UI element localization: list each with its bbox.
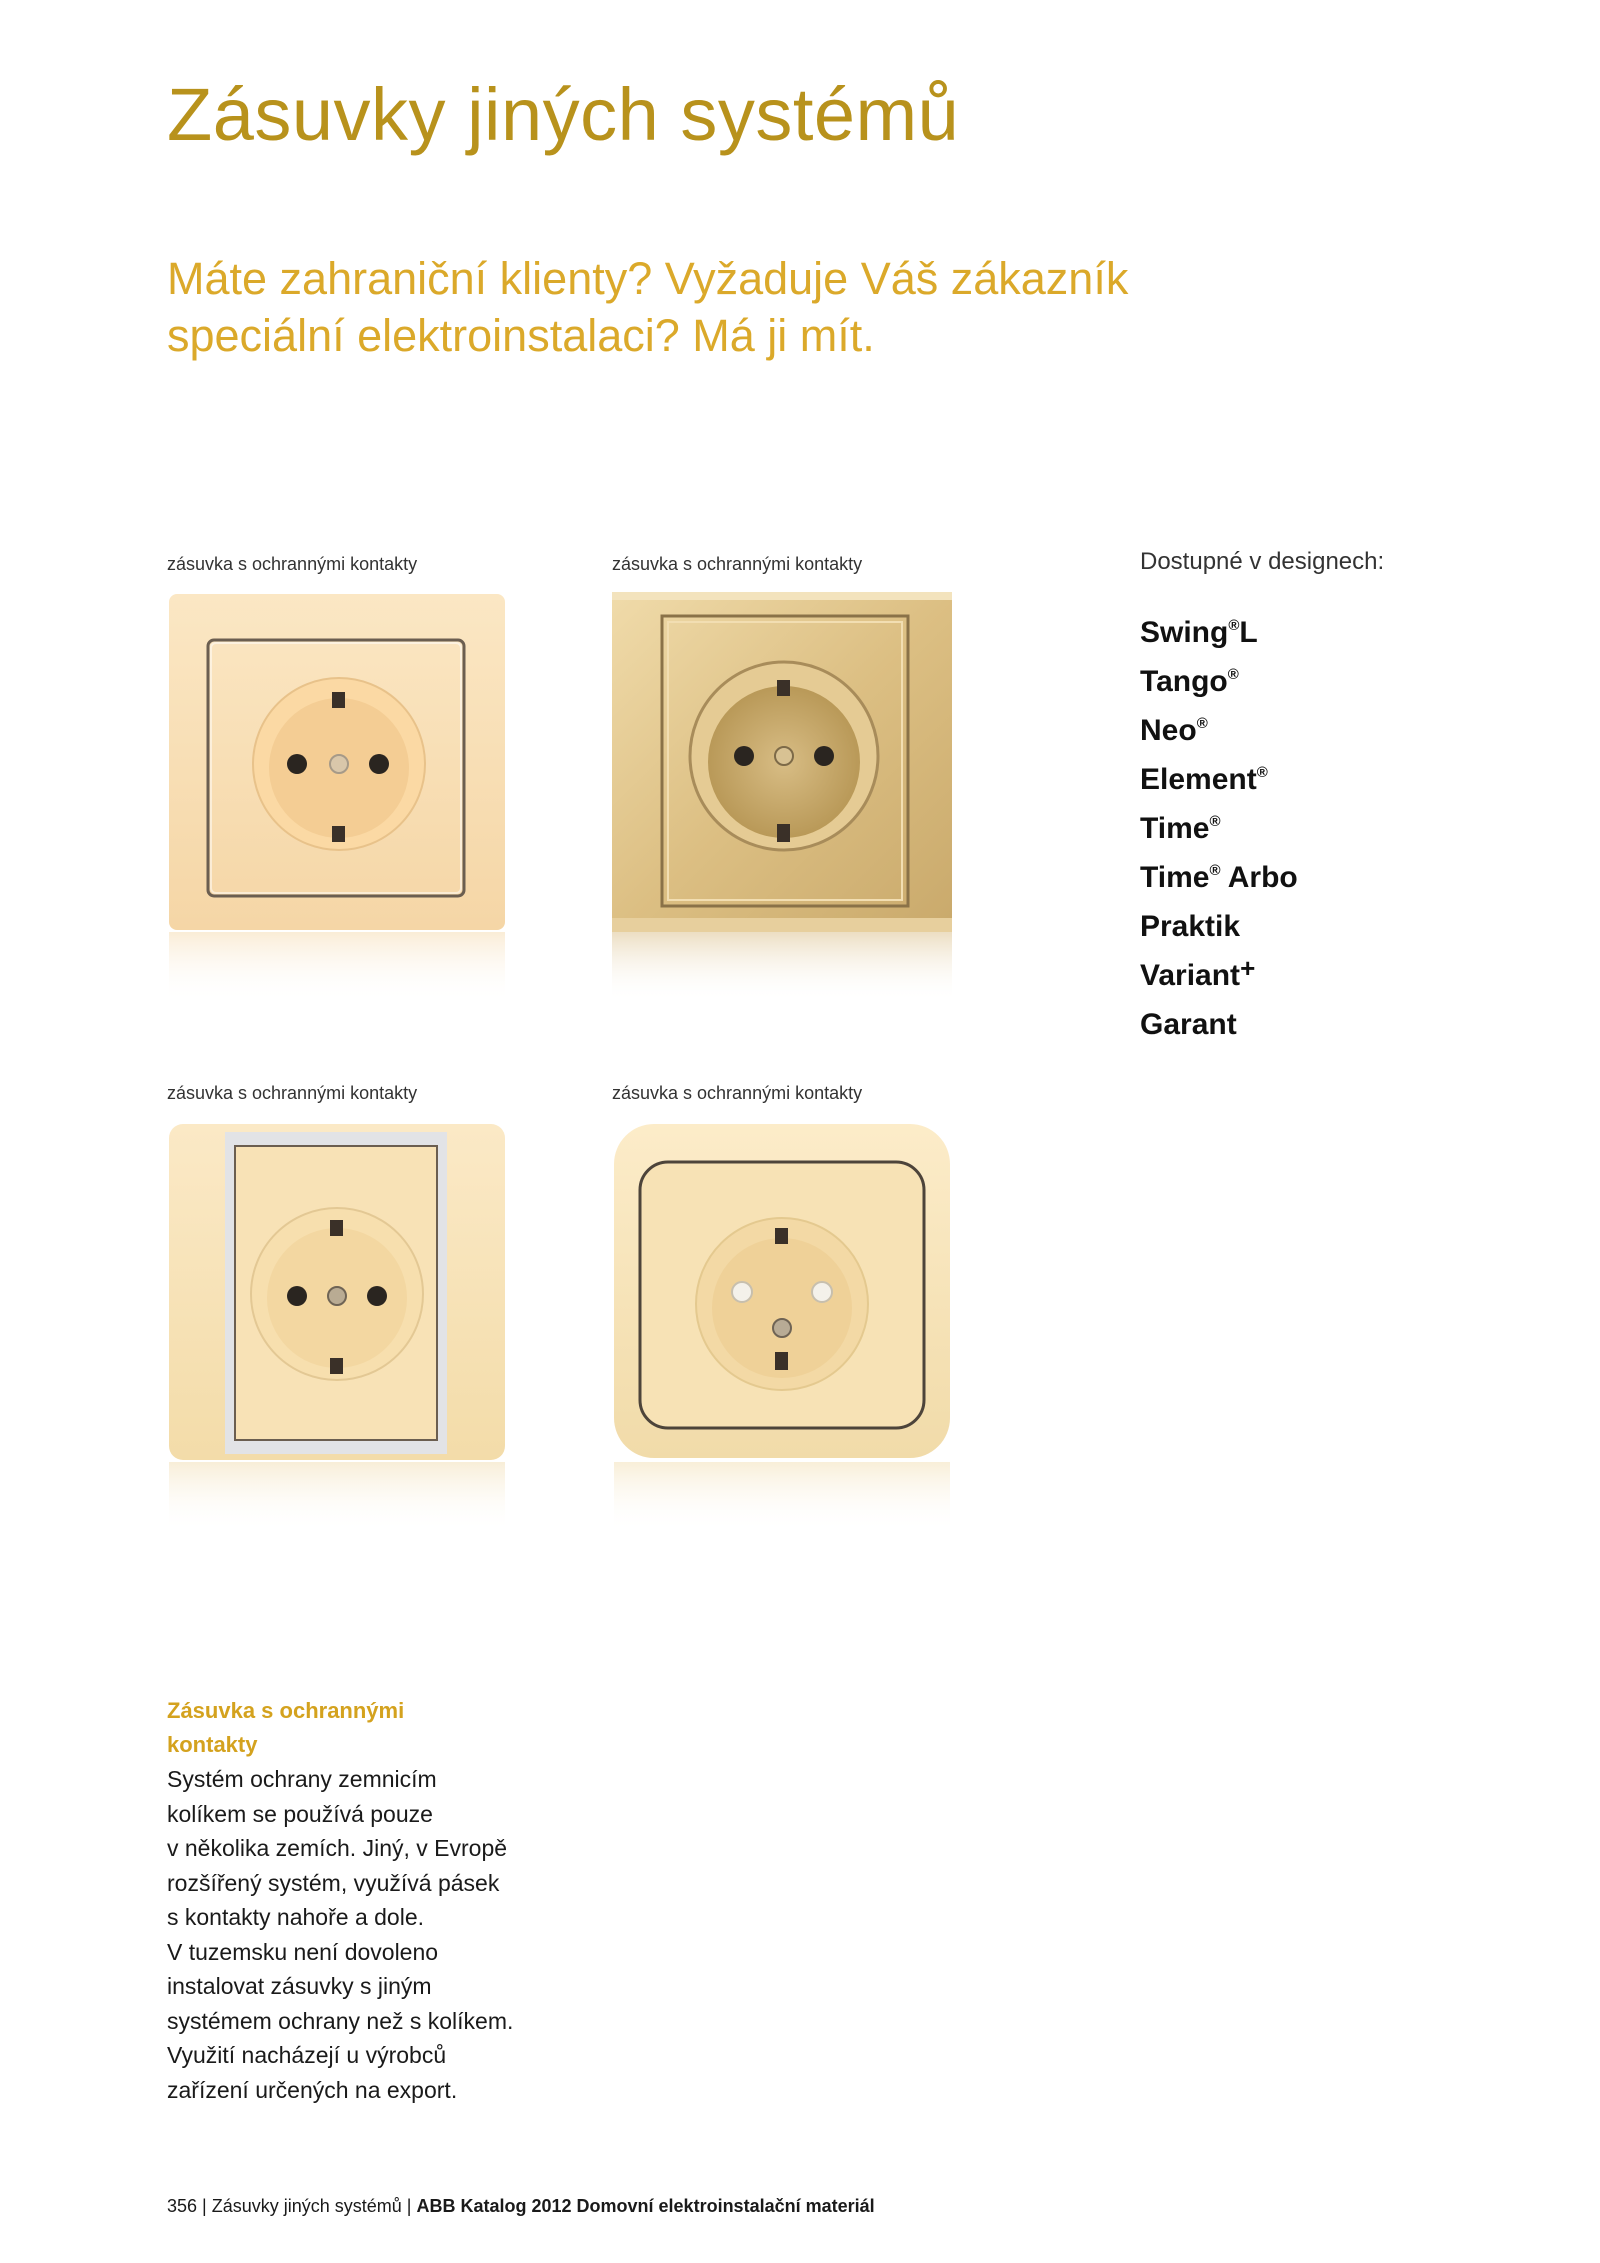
designs-list (1140, 608, 1298, 1049)
design-item: Tango® (1140, 665, 1239, 698)
product-image-tango-socket (612, 592, 952, 1032)
page-title: Zásuvky jiných systémů (167, 73, 960, 156)
product-caption: zásuvka s ochrannými kontakty (167, 1083, 418, 1103)
design-item: Neo® (1140, 714, 1208, 747)
page-footer: 356 | Zásuvky jiných systémů | ABB Katalog 2012 Domovní elektroinstalační materiál (167, 2196, 875, 2216)
design-item: Time® (1140, 812, 1221, 845)
design-item: Element® (1140, 763, 1268, 796)
footer-catalog: ABB Katalog 2012 Domovní elektroinstalační materiál (416, 2196, 875, 2216)
product-caption: zásuvka s ochrannými kontakty (612, 554, 863, 574)
page-subtitle (167, 250, 1267, 364)
footer-section: Zásuvky jiných systémů (211, 2196, 402, 2216)
design-item: Garant (1140, 1008, 1237, 1041)
subtitle-line: speciální elektroinstalaci? Má ji mít. (167, 310, 875, 361)
info-body: Systém ochrany zemnicím kolíkem se používá pouze v několika zemích. Jiný, v Evropě rozšířený systém, využívá pásek s kontakty nahoře a dole. V tuzemsku není dovoleno instalovat zásuvky s jiným systémem ochrany než s kolíkem. Využití nacházejí u výrobců zařízení určených na export. (167, 1766, 514, 2103)
design-item: Praktik (1140, 910, 1241, 943)
product-image-swing-socket (167, 592, 507, 1032)
product-image-time-socket (612, 1122, 952, 1562)
design-item: Variant+ (1140, 953, 1256, 992)
info-heading: Zásuvka s ochrannými kontakty (167, 1698, 405, 1757)
design-item: Swing®L (1140, 616, 1258, 649)
subtitle-line: Máte zahraniční klienty? Vyžaduje Váš zákazník (167, 253, 1129, 304)
page-number: 356 (167, 2196, 198, 2216)
product-caption: zásuvka s ochrannými kontakty (612, 1083, 863, 1103)
designs-label: Dostupné v designech: (1140, 548, 1385, 575)
design-item: Time® Arbo (1140, 861, 1298, 894)
product-caption: zásuvka s ochrannými kontakty (167, 554, 418, 574)
product-image-element-socket (167, 1122, 507, 1562)
